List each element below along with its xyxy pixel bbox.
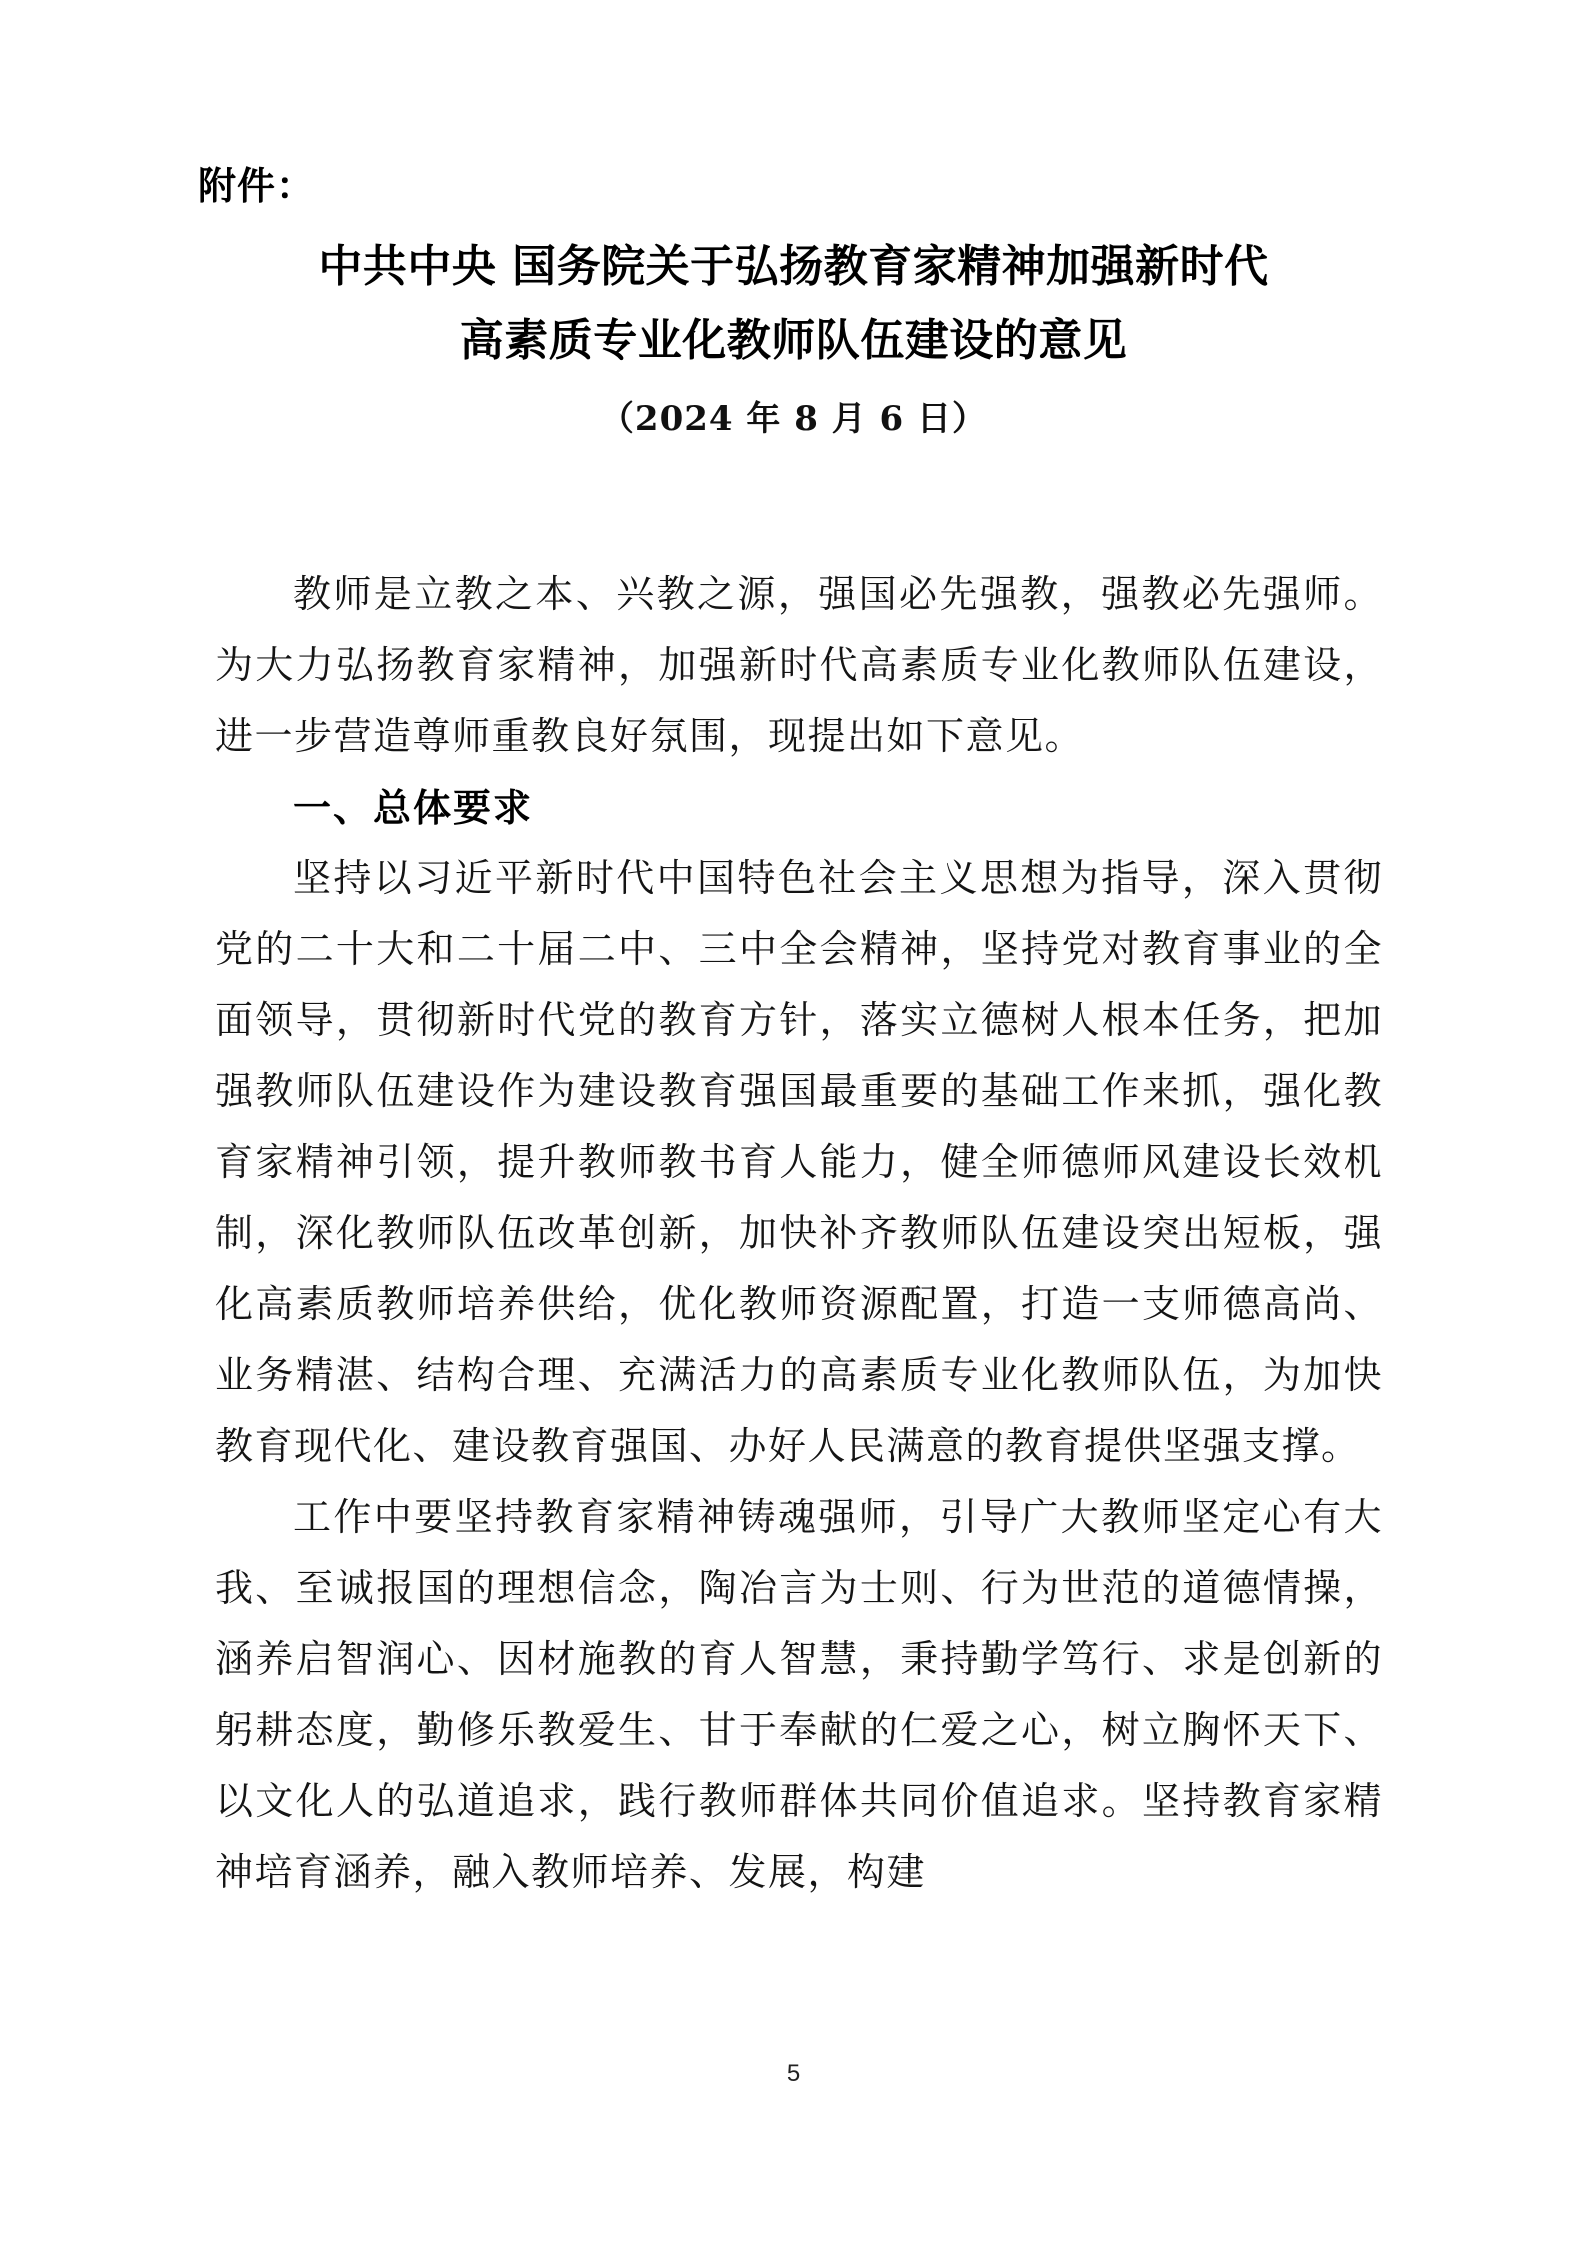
document-title-line-1: 中共中央 国务院关于弘扬教育家精神加强新时代 — [318, 241, 1269, 292]
body-paragraph-1: 教师是立教之本、兴教之源，强国必先强教，强教必先强师。为大力弘扬教育家精神，加强新时代高素质专业化教师队伍建设，进一步营造尊师重教良好氛围，现提出如下意见。 — [215, 574, 1383, 758]
attachment-label: 附件： — [198, 164, 316, 208]
body-paragraph-2: 坚持以习近平新时代中国特色社会主义思想为指导，深入贯彻党的二十大和二十届二中、三中全会精神，坚持党对教育事业的全面领导，贯彻新时代党的教育方针，落实立德树人根本任务，把加强教师队伍建设作为建设教育强国最重要的基础工作来抓，强化教育家精神引领，提升教师教书育人能力，健全师德师风建设长效机制，深化教师队伍改革创新，加快补齐教师队伍建设突出短板，强化高素质教师培养供给，优化教师资源配置，打造一支师德高尚、业务精湛、结构合理、充满活力的高素质专业化教师队伍，为加快教育现代化、建设教育强国、办好人民满意的教育提供坚强支撑。 — [215, 858, 1383, 1468]
document-title-line-2: 高素质专业化教师队伍建设的意见 — [459, 315, 1128, 366]
section-heading-1: 一、总体要求 — [293, 786, 534, 830]
document-date: （2024 年 8 月 6 日） — [599, 399, 988, 439]
document-body — [215, 560, 1383, 1909]
body-paragraph-3: 工作中要坚持教育家精神铸魂强师，引导广大教师坚定心有大我、至诚报国的理想信念，陶冶言为士则、行为世范的道德情操，涵养启智润心、因材施教的育人智慧，秉持勤学笃行、求是创新的躬耕态度，勤修乐教爱生、甘于奉献的仁爱之心，树立胸怀天下、以文化人的弘道追求，践行教师群体共同价值追求。坚持教育家精神培育涵养，融入教师培养、发展，构建 — [215, 1497, 1383, 1894]
page-number: 5 — [786, 2060, 801, 2087]
document-title — [150, 230, 1437, 378]
